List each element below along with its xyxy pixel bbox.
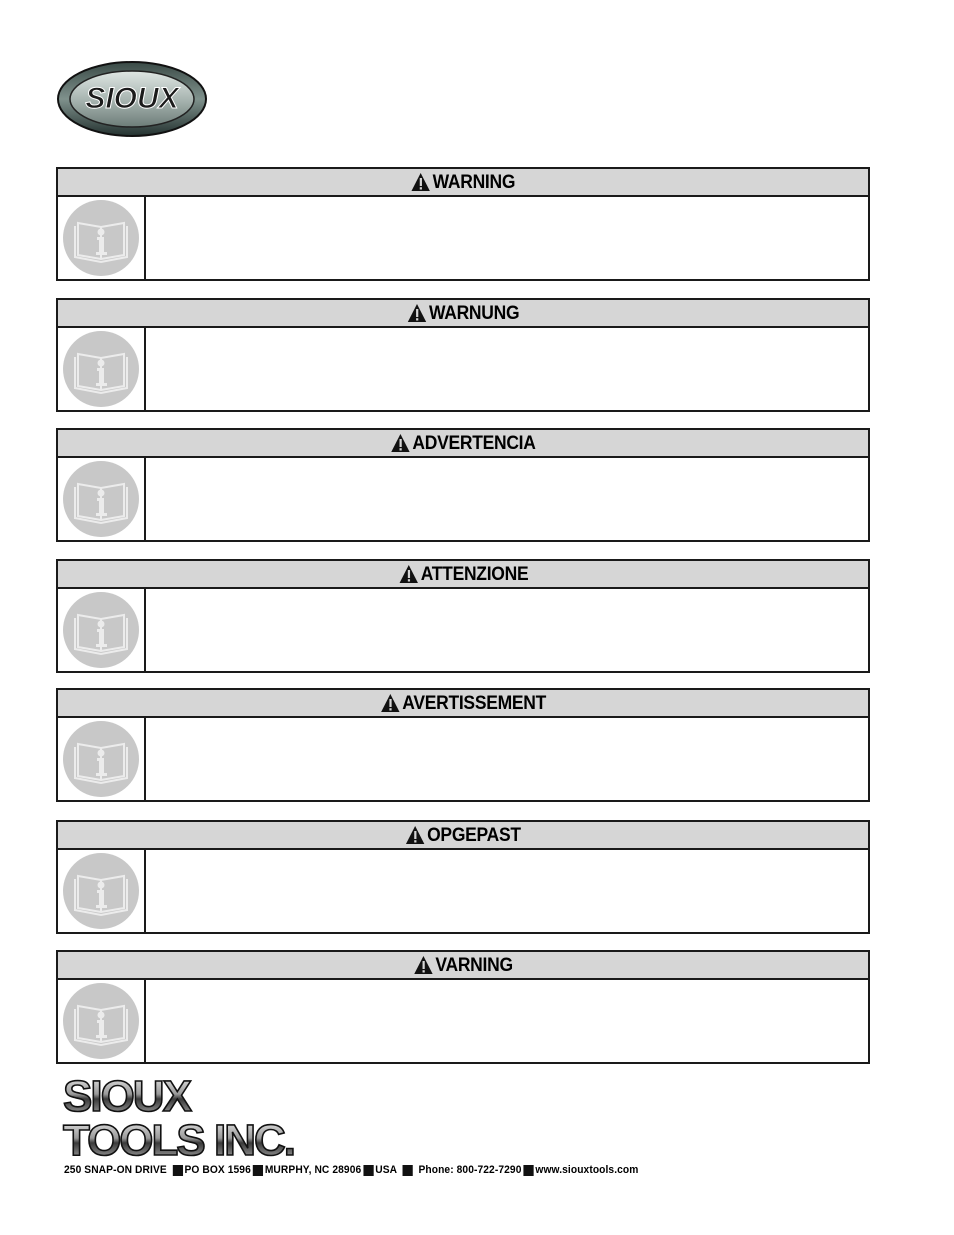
separator-square: [363, 1165, 373, 1176]
warning-triangle-icon: [411, 172, 431, 192]
read-manual-icon: [62, 591, 140, 669]
warning-title: WARNING: [432, 171, 516, 193]
read-manual-icon: [62, 330, 140, 408]
warning-text-area: [146, 458, 868, 540]
warning-text-area: [146, 718, 868, 800]
warning-box-it: [56, 559, 870, 673]
read-manual-icon: [62, 460, 140, 538]
read-manual-icon-cell: [58, 980, 146, 1062]
warning-text-area: [146, 850, 868, 932]
warning-header: [58, 169, 868, 197]
company-name-line1: SIOUX: [63, 1073, 190, 1121]
read-manual-icon-cell: [58, 458, 146, 540]
separator-square: [253, 1165, 263, 1176]
contact-footer: [64, 1164, 638, 1176]
warning-title: OPGEPAST: [427, 824, 521, 846]
warning-triangle-icon: [407, 303, 427, 323]
read-manual-icon: [62, 982, 140, 1060]
svg-text:SIOUX: SIOUX: [85, 82, 179, 115]
warning-title: ATTENZIONE: [420, 563, 528, 585]
read-manual-icon: [62, 199, 140, 277]
read-manual-icon-cell: [58, 328, 146, 410]
separator-square: [172, 1165, 182, 1176]
footer-address: 250 SNAP-ON DRIVE: [64, 1164, 167, 1176]
warning-text-area: [146, 328, 868, 410]
warning-title: VARNING: [435, 954, 513, 976]
warning-triangle-icon: [413, 955, 433, 975]
warning-header: [58, 561, 868, 589]
warning-title: WARNUNG: [428, 302, 520, 324]
warning-header: [58, 952, 868, 980]
warning-text-area: [146, 980, 868, 1062]
read-manual-icon: [62, 720, 140, 798]
warning-triangle-icon: [398, 564, 418, 584]
warning-text-area: [146, 197, 868, 279]
warning-box-sv: [56, 950, 870, 1064]
footer-phone: Phone: 800-722-7290: [418, 1164, 522, 1176]
warning-box-de: [56, 298, 870, 412]
warning-box-es: [56, 428, 870, 542]
warning-box-nl: [56, 820, 870, 934]
warning-header: [58, 822, 868, 850]
footer-po-box: PO BOX 1596: [184, 1164, 251, 1176]
warning-title: ADVERTENCIA: [412, 432, 536, 454]
footer-website: www.siouxtools.com: [535, 1164, 639, 1176]
read-manual-icon: [62, 852, 140, 930]
warning-triangle-icon: [380, 693, 400, 713]
footer-city: MURPHY, NC 28906: [264, 1164, 362, 1176]
warning-text-area: [146, 589, 868, 671]
warning-header: [58, 690, 868, 718]
warning-triangle-icon: [405, 825, 425, 845]
warning-box-en: [56, 167, 870, 281]
footer-country: USA: [375, 1164, 398, 1176]
company-logotype: [62, 1073, 382, 1166]
separator-square: [403, 1165, 413, 1176]
warning-header: [58, 300, 868, 328]
read-manual-icon-cell: [58, 850, 146, 932]
warning-header: [58, 430, 868, 458]
company-name-line2: TOOLS INC.: [63, 1116, 294, 1161]
warning-triangle-icon: [390, 433, 410, 453]
separator-square: [523, 1165, 533, 1176]
warning-box-fr: [56, 688, 870, 802]
read-manual-icon-cell: [58, 197, 146, 279]
warning-title: AVERTISSEMENT: [402, 692, 546, 714]
read-manual-icon-cell: [58, 718, 146, 800]
read-manual-icon-cell: [58, 589, 146, 671]
sioux-logo: [56, 60, 208, 138]
